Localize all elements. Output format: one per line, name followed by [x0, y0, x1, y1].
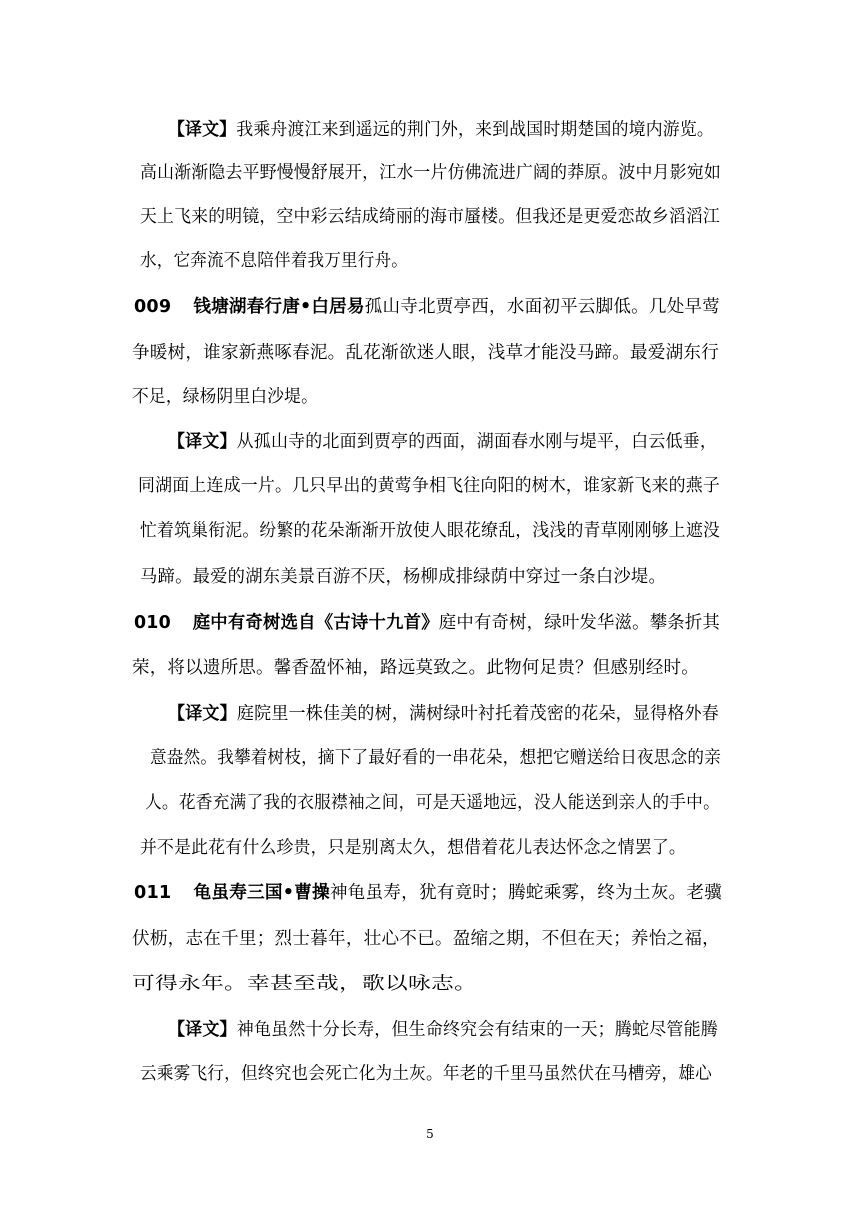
translation-label: 【译文】 — [168, 120, 237, 140]
poem-number: 011 — [134, 883, 172, 903]
translation-text: 神龟虽然十分长寿，但生命终究会有结束的一天；腾蛇尽管能腾 — [236, 1020, 718, 1040]
poem-number: 009 — [134, 297, 172, 317]
poem-text: 伏枥，志在千里；烈士暮年，壮心不已。盈缩之期，不但在天；养怡之福， — [132, 929, 720, 949]
translation-text: 云乘雾飞行，但终究也会死亡化为土灰。年老的千里马虽然伏在马槽旁，雄心 — [140, 1064, 712, 1084]
poem-number: 010 — [134, 613, 171, 633]
page-number: 5 — [426, 1127, 434, 1141]
translation-text: 马蹄。最爱的湖东美景百游不厌，杨柳成排绿荫中穿过一条白沙堤。 — [140, 567, 666, 587]
translation-text: 我乘舟渡江来到遥远的荆门外，来到战国时期楚国的境内游览。 — [236, 120, 715, 140]
text-line — [0, 653, 860, 683]
translation-label: 【译文】 — [168, 1020, 237, 1040]
text-line — [0, 382, 860, 412]
translation-text: 从孤山寺的北面到贾亭的西面，湖面春水刚与堤平，白云低垂， — [236, 432, 717, 452]
poem-text: 争暖树，谁家新燕啄春泥。乱花渐欲迷人眼，浅草才能没马蹄。最爱湖东行 — [132, 343, 719, 363]
text-line — [0, 924, 860, 954]
poem-title: 龟虽寿三国•曹操 — [193, 883, 330, 903]
text-line — [0, 788, 860, 818]
translation-text: 同湖面上连成一片。几只早出的黄莺争相飞往向阳的树木，谁家新飞来的燕子 — [138, 476, 720, 496]
poem-text: 荣，将以遗所思。馨香盈怀袖，路远莫致之。此物何足贵？但感别经时。 — [132, 658, 699, 678]
translation-text: 意盎然。我攀着树枝，摘下了最好看的一串花朵，想把它赠送给日夜思念的亲 — [150, 748, 721, 768]
translation-text: 忙着筑巢衔泥。纷繁的花朵渐渐开放使人眼花缭乱，浅浅的青草刚刚够上遮没 — [140, 521, 720, 541]
text-line — [0, 516, 860, 546]
text-line — [0, 202, 860, 232]
translation-text: 水，它奔流不息陪伴着我万里行舟。 — [140, 251, 408, 271]
text-line — [0, 833, 860, 863]
translation-text: 高山渐渐隐去平野慢慢舒展开，江水一片仿佛流进广阔的莽原。波中月影宛如 — [140, 163, 721, 183]
text-line — [0, 699, 860, 729]
poem-title: 钱塘湖春行唐•白居易 — [193, 297, 365, 317]
text-line — [0, 878, 860, 908]
poem-text: 可得永年。幸甚至哉，歌以咏志。 — [132, 974, 477, 994]
poem-text: 神龟虽寿，犹有竟时；腾蛇乘雾，终为土灰。老骥 — [329, 883, 722, 903]
text-line — [0, 562, 860, 592]
text-line — [0, 338, 860, 368]
translation-text: 并不是此花有什么珍贵，只是别离太久，想借着花儿表达怀念之情罢了。 — [140, 838, 686, 858]
poem-title: 庭中有奇树选自《古诗十九首》 — [192, 613, 439, 633]
translation-text: 人。花香充满了我的衣服襟袖之间，可是天遥地远，没人能送到亲人的手中。 — [145, 793, 720, 813]
text-line — [0, 292, 860, 322]
poem-text: 孤山寺北贾亭西，水面初平云脚低。几处早莺 — [364, 297, 720, 317]
text-line — [0, 743, 860, 773]
translation-text: 天上飞来的明镜，空中彩云结成绮丽的海市蜃楼。但我还是更爱恋故乡滔滔江 — [140, 207, 720, 227]
poem-text: 不足，绿杨阴里白沙堤。 — [132, 387, 318, 407]
text-line — [0, 969, 860, 999]
translation-label: 【译文】 — [168, 704, 237, 724]
translation-text: 庭院里一株佳美的树，满树绿叶衬托着茂密的花朵，显得格外春 — [236, 704, 719, 724]
text-line — [0, 115, 860, 145]
text-line — [0, 246, 860, 276]
text-line — [0, 471, 860, 501]
text-line — [0, 1015, 860, 1045]
poem-text: 庭中有奇树，绿叶发华滋。攀条折其 — [438, 613, 720, 633]
text-line — [0, 158, 860, 188]
translation-label: 【译文】 — [168, 432, 237, 452]
text-line — [0, 1059, 860, 1089]
text-line — [0, 427, 860, 457]
text-line — [0, 608, 860, 638]
